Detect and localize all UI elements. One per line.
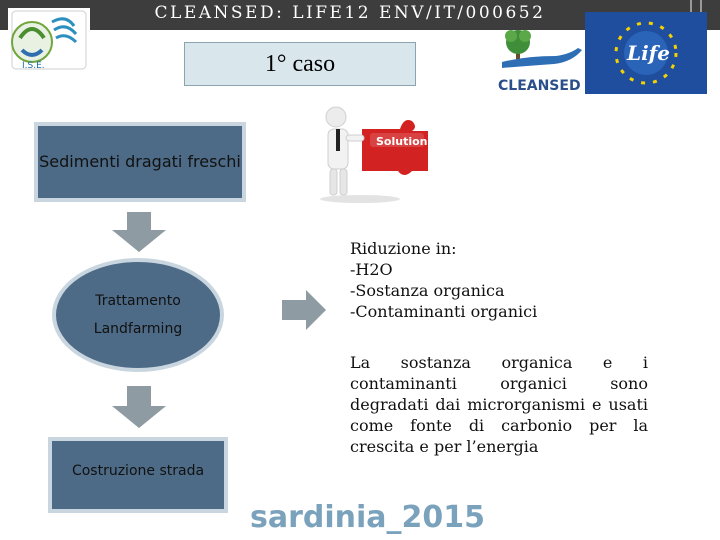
step-costruzione-box xyxy=(48,437,228,513)
reduction-item-h2o: -H2O xyxy=(350,260,393,279)
reduction-heading: Riduzione in: xyxy=(350,239,457,258)
isef-logo xyxy=(8,8,90,72)
reduction-list xyxy=(350,238,648,322)
down-arrow-icon xyxy=(112,212,166,252)
explanation-paragraph: La sostanza organica e i contaminanti organici sono degradati dai microrganismi e usati come fonte di carbonio per la crescita e per l’energia xyxy=(350,353,648,456)
header-title: CLEANSED: LIFE12 ENV/IT/000652 xyxy=(154,3,546,23)
solution-label: Solution xyxy=(376,135,428,148)
right-arrow-icon xyxy=(282,290,326,330)
case-label: 1° caso xyxy=(184,42,416,86)
solution-puzzle-image xyxy=(300,95,440,207)
step-costruzione-label: Costruzione strada xyxy=(71,463,205,479)
step-landfarming-ellipse xyxy=(52,258,224,372)
reduction-item-contaminants: -Contaminanti organici xyxy=(350,302,538,321)
life-logo-text: Life xyxy=(627,41,670,65)
step-landfarming-line1: Trattamento xyxy=(95,293,181,309)
reduction-item-organic: -Sostanza organica xyxy=(350,281,505,300)
eu-life-logo xyxy=(585,12,707,94)
sardinia-2015-logo: sardinia_2015 xyxy=(250,500,486,535)
isef-logo-text: I.S.E. xyxy=(22,61,45,71)
cleansed-logo xyxy=(496,20,586,96)
step-landfarming-line2: Landfarming xyxy=(93,321,183,337)
step-sedimenti-label: Sedimenti dragati freschi xyxy=(39,152,241,171)
cleansed-logo-text: CLEANSED xyxy=(498,78,581,94)
step-sedimenti-box xyxy=(34,122,246,202)
down-arrow-icon xyxy=(112,386,166,428)
